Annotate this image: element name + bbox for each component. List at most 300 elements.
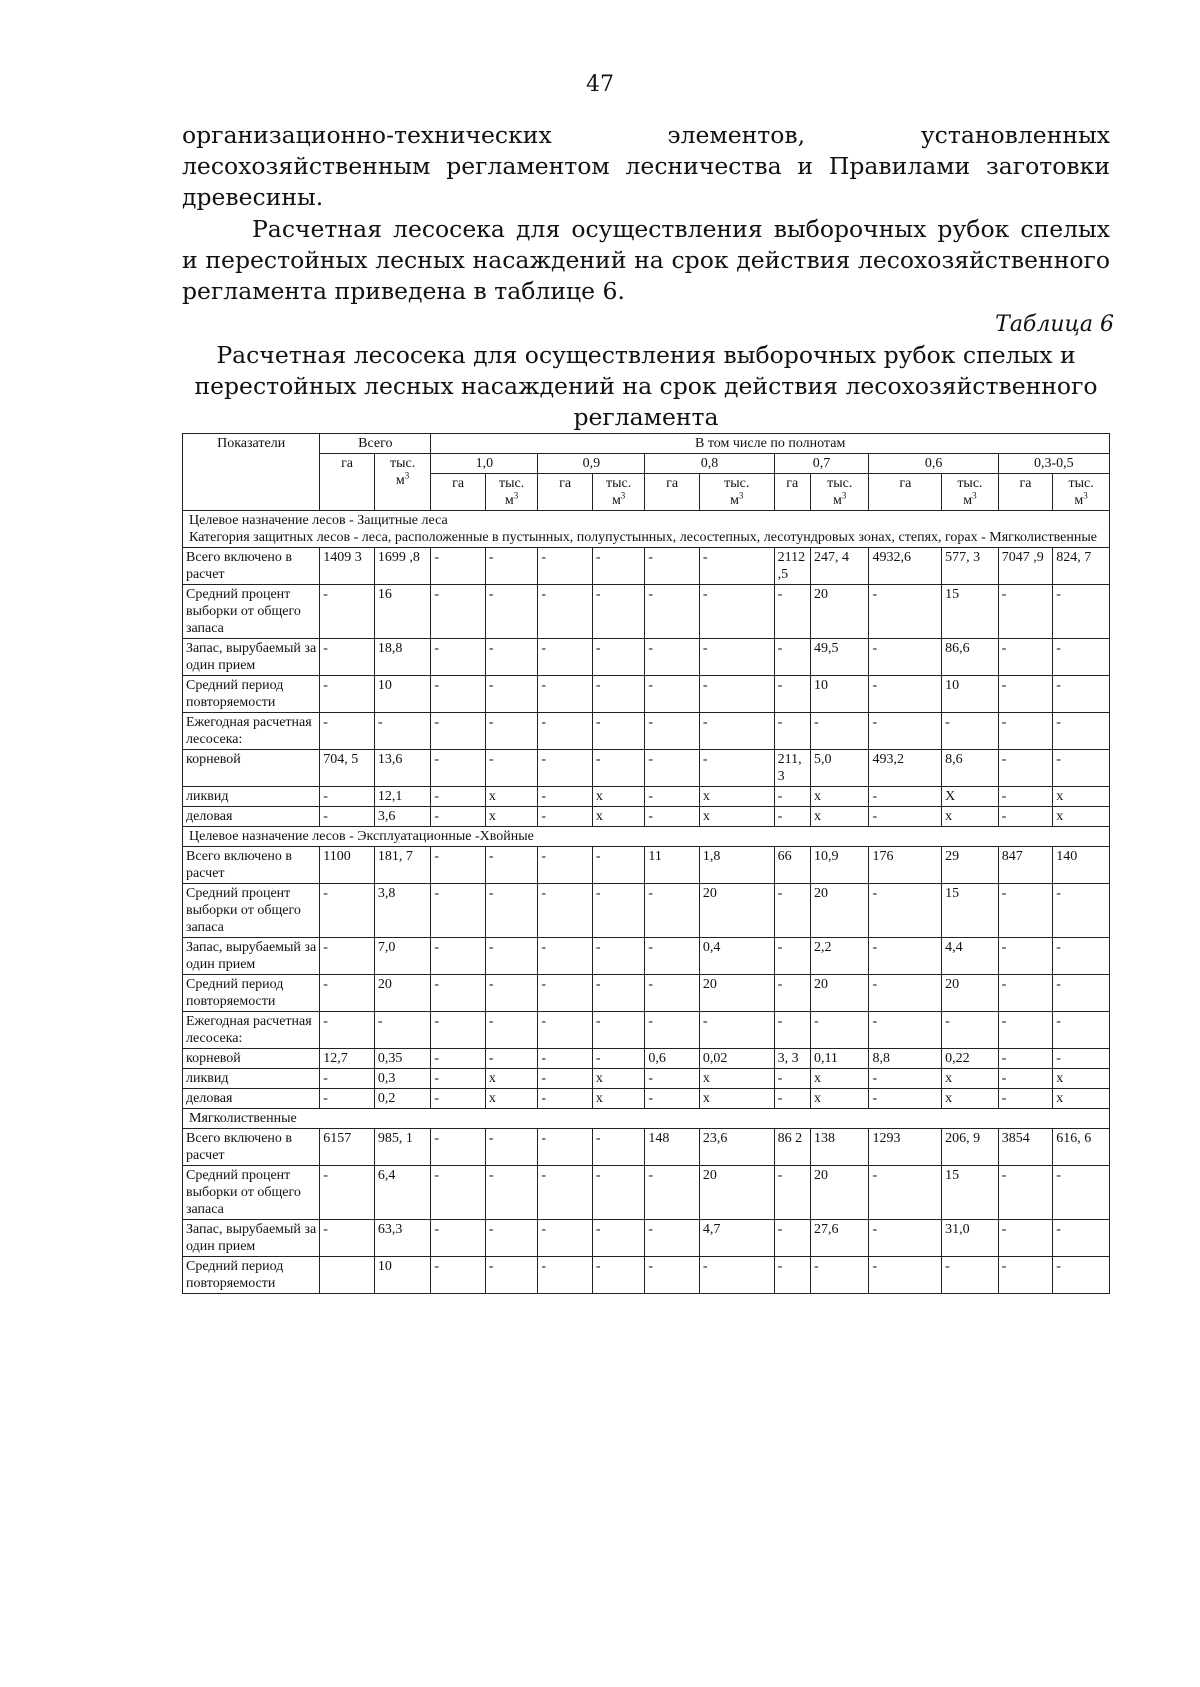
- table-cell: 20: [699, 884, 774, 938]
- table-cell: -: [1053, 1166, 1110, 1220]
- table-cell: -: [538, 847, 593, 884]
- table-cell: -: [592, 750, 645, 787]
- table-row: [183, 713, 1110, 750]
- table-cell: -: [320, 787, 375, 807]
- table-cell: 5,0: [810, 750, 869, 787]
- table-cell: -: [645, 1220, 700, 1257]
- table-cell: 704, 5: [320, 750, 375, 787]
- table-cell: 616, 6: [1053, 1129, 1110, 1166]
- table-cell: -: [320, 1166, 375, 1220]
- table-cell: -: [592, 847, 645, 884]
- row-label: корневой: [183, 1049, 320, 1069]
- row-label: корневой: [183, 750, 320, 787]
- table-cell: -: [699, 585, 774, 639]
- table-cell: -: [431, 1166, 486, 1220]
- table-cell: -: [320, 676, 375, 713]
- page-number: 47: [586, 72, 614, 97]
- table-cell: 12,7: [320, 1049, 375, 1069]
- table-cell: -: [485, 1220, 538, 1257]
- table-cell: -: [774, 1012, 810, 1049]
- table-cell: x: [810, 787, 869, 807]
- table-cell: -: [1053, 639, 1110, 676]
- table-cell: 10,9: [810, 847, 869, 884]
- table-cell: 63,3: [374, 1220, 431, 1257]
- table-cell: 20: [810, 1166, 869, 1220]
- row-label: Средний процент выборки от общего запаса: [183, 585, 320, 639]
- table-cell: -: [431, 807, 486, 827]
- table-cell: x: [699, 787, 774, 807]
- table-cell: 20: [810, 884, 869, 938]
- table-cell: -: [431, 787, 486, 807]
- table-cell: -: [485, 1257, 538, 1294]
- table-row: [183, 1089, 1110, 1109]
- row-label: Запас, вырубаемый за один прием: [183, 639, 320, 676]
- table-cell: x: [1053, 787, 1110, 807]
- table-cell: -: [998, 676, 1053, 713]
- unit-ha: га: [869, 474, 942, 511]
- header-total-ha: га: [320, 454, 375, 511]
- unit-ha: га: [431, 474, 486, 511]
- table-cell: x: [485, 1069, 538, 1089]
- table-cell: 4,7: [699, 1220, 774, 1257]
- table-cell: -: [320, 639, 375, 676]
- table-cell: 10: [810, 676, 869, 713]
- table-cell: -: [998, 1257, 1053, 1294]
- row-label: Запас, вырубаемый за один прием: [183, 1220, 320, 1257]
- unit-volume: тыс. $м^3$: [810, 474, 869, 511]
- table-cell: x: [485, 787, 538, 807]
- table-cell: 0,22: [942, 1049, 999, 1069]
- table-cell: -: [592, 1257, 645, 1294]
- table-cell: 0,02: [699, 1049, 774, 1069]
- table-cell: -: [645, 1257, 700, 1294]
- table-cell: -: [538, 1166, 593, 1220]
- table-cell: -: [998, 1069, 1053, 1089]
- table-cell: -: [942, 1257, 999, 1294]
- table-cell: -: [431, 1012, 486, 1049]
- unit-volume: тыс. $м^3$: [942, 474, 999, 511]
- table-cell: -: [774, 807, 810, 827]
- table-cell: x: [1053, 1089, 1110, 1109]
- section-heading: Мягколиственные: [183, 1109, 1110, 1129]
- table-cell: 847: [998, 847, 1053, 884]
- table-cell: 10: [942, 676, 999, 713]
- table-cell: -: [485, 1012, 538, 1049]
- table-cell: 0,2: [374, 1089, 431, 1109]
- table-cell: -: [774, 975, 810, 1012]
- table-cell: -: [320, 938, 375, 975]
- table-cell: -: [869, 1069, 942, 1089]
- table-cell: -: [320, 585, 375, 639]
- table-cell: -: [774, 676, 810, 713]
- table-cell: -: [774, 1089, 810, 1109]
- table-cell: -: [485, 548, 538, 585]
- unit-ha: га: [538, 474, 593, 511]
- table-cell: 2112 ,5: [774, 548, 810, 585]
- table-cell: -: [538, 938, 593, 975]
- table-cell: -: [1053, 884, 1110, 938]
- row-label: Средний процент выборки от общего запаса: [183, 884, 320, 938]
- table-cell: 20: [699, 975, 774, 1012]
- table-cell: -: [431, 847, 486, 884]
- table-cell: 15: [942, 884, 999, 938]
- table-cell: -: [431, 713, 486, 750]
- paragraph-2: Расчетная лесосека для осуществления выборочных рубок спелых и перестойных лесных насаждений на срок действия лесохозяйственного регламента приведена в таблице 6.: [182, 215, 1110, 305]
- table-cell: -: [538, 750, 593, 787]
- table-cell: 13,6: [374, 750, 431, 787]
- table-cell: -: [592, 975, 645, 1012]
- table-cell: -: [645, 787, 700, 807]
- table-cell: -: [592, 1129, 645, 1166]
- table-cell: -: [485, 975, 538, 1012]
- table-cell: -: [592, 639, 645, 676]
- table-row: [183, 1069, 1110, 1089]
- table-cell: -: [774, 1257, 810, 1294]
- table-cell: -: [998, 713, 1053, 750]
- table-cell: -: [374, 713, 431, 750]
- forest-cut-table: [182, 433, 1110, 1294]
- table-cell: x: [942, 1069, 999, 1089]
- row-label: Ежегодная расчетная лесосека:: [183, 1012, 320, 1049]
- row-label: деловая: [183, 807, 320, 827]
- header-density-4: 0,7: [774, 454, 869, 474]
- table-cell: -: [538, 1069, 593, 1089]
- header-by-density: В том числе по полнотам: [431, 434, 1110, 454]
- table-cell: -: [538, 787, 593, 807]
- table-cell: -: [869, 639, 942, 676]
- table-cell: -: [774, 1220, 810, 1257]
- table-cell: -: [320, 1012, 375, 1049]
- row-label: ликвид: [183, 1069, 320, 1089]
- table-cell: -: [645, 1166, 700, 1220]
- table-cell: 49,5: [810, 639, 869, 676]
- table-cell: -: [1053, 938, 1110, 975]
- table-cell: -: [485, 1049, 538, 1069]
- table-cell: -: [431, 938, 486, 975]
- table-cell: -: [645, 713, 700, 750]
- unit-ha: га: [645, 474, 700, 511]
- table-cell: x: [810, 1089, 869, 1109]
- unit-volume: тыс. $м^3$: [485, 474, 538, 511]
- table-row: [183, 1257, 1110, 1294]
- table-cell: -: [699, 1012, 774, 1049]
- table-cell: 3, 3: [774, 1049, 810, 1069]
- table-cell: 4932,6: [869, 548, 942, 585]
- table-cell: 0,6: [645, 1049, 700, 1069]
- table-cell: -: [538, 975, 593, 1012]
- table-cell: 10: [374, 676, 431, 713]
- table-cell: -: [869, 1166, 942, 1220]
- table-row: [183, 750, 1110, 787]
- table-cell: -: [431, 1257, 486, 1294]
- table-cell: 66: [774, 847, 810, 884]
- table-cell: -: [645, 884, 700, 938]
- table-cell: -: [645, 639, 700, 676]
- table-cell: 11: [645, 847, 700, 884]
- table-cell: x: [592, 1069, 645, 1089]
- table-cell: 176: [869, 847, 942, 884]
- table-cell: x: [810, 807, 869, 827]
- table-cell: -: [431, 1220, 486, 1257]
- table-cell: -: [431, 1129, 486, 1166]
- table-cell: -: [431, 1069, 486, 1089]
- table-cell: 206, 9: [942, 1129, 999, 1166]
- table-cell: 148: [645, 1129, 700, 1166]
- row-label: Средний период повторяемости: [183, 1257, 320, 1294]
- row-label: Средний процент выборки от общего запаса: [183, 1166, 320, 1220]
- table-cell: -: [1053, 1257, 1110, 1294]
- table-cell: -: [774, 585, 810, 639]
- table-cell: -: [645, 585, 700, 639]
- table-cell: x: [699, 1069, 774, 1089]
- table-cell: -: [538, 639, 593, 676]
- table-cell: -: [998, 787, 1053, 807]
- table-cell: -: [538, 1220, 593, 1257]
- table-row: [183, 975, 1110, 1012]
- table-cell: -: [592, 713, 645, 750]
- table-cell: 86,6: [942, 639, 999, 676]
- table-cell: 16: [374, 585, 431, 639]
- table-cell: -: [431, 1049, 486, 1069]
- table-cell: -: [592, 938, 645, 975]
- table-cell: x: [942, 1089, 999, 1109]
- table-cell: -: [645, 938, 700, 975]
- table-cell: -: [774, 938, 810, 975]
- section-heading: Целевое назначение лесов - Эксплуатационные -Хвойные: [183, 827, 1110, 847]
- table-cell: -: [869, 1220, 942, 1257]
- table-cell: -: [431, 750, 486, 787]
- row-label: Средний период повторяемости: [183, 975, 320, 1012]
- table-cell: x: [1053, 1069, 1110, 1089]
- table-cell: -: [320, 1220, 375, 1257]
- table-cell: -: [1053, 1049, 1110, 1069]
- table-cell: 15: [942, 585, 999, 639]
- table-cell: -: [869, 787, 942, 807]
- table-cell: 20: [699, 1166, 774, 1220]
- table-cell: -: [592, 884, 645, 938]
- table-cell: -: [320, 1089, 375, 1109]
- table-caption: Таблица 6: [995, 312, 1114, 337]
- table-cell: -: [431, 975, 486, 1012]
- table-cell: -: [320, 975, 375, 1012]
- table-cell: 12,1: [374, 787, 431, 807]
- table-cell: -: [998, 1089, 1053, 1109]
- table-cell: -: [538, 585, 593, 639]
- row-label: ликвид: [183, 787, 320, 807]
- table-cell: -: [592, 1012, 645, 1049]
- table-cell: -: [699, 1257, 774, 1294]
- table-cell: -: [645, 1089, 700, 1109]
- table-cell: 247, 4: [810, 548, 869, 585]
- table-cell: x: [699, 1089, 774, 1109]
- table-row: [183, 884, 1110, 938]
- table-cell: x: [592, 1089, 645, 1109]
- table-cell: -: [1053, 585, 1110, 639]
- unit-volume: тыс. $м^3$: [592, 474, 645, 511]
- table-cell: -: [810, 1012, 869, 1049]
- unit-ha: га: [774, 474, 810, 511]
- section-subheading: Категория защитных лесов - леса, расположенные в пустынных, полупустынных, лесостепных, лесотундровых зонах, степях, горах - Мягколиственные: [189, 530, 1097, 545]
- table-cell: -: [485, 750, 538, 787]
- header-density-3: 0,8: [645, 454, 774, 474]
- table-cell: -: [645, 548, 700, 585]
- table-cell: 20: [810, 975, 869, 1012]
- table-row: [183, 938, 1110, 975]
- table-cell: -: [320, 713, 375, 750]
- table-cell: 23,6: [699, 1129, 774, 1166]
- table-cell: -: [645, 1012, 700, 1049]
- table-cell: -: [538, 1049, 593, 1069]
- header-indicators: Показатели: [183, 434, 320, 511]
- table-cell: -: [998, 807, 1053, 827]
- table-cell: -: [1053, 713, 1110, 750]
- table-cell: -: [699, 750, 774, 787]
- table-cell: -: [538, 884, 593, 938]
- table-cell: 15: [942, 1166, 999, 1220]
- table-row: [183, 787, 1110, 807]
- table-cell: -: [998, 585, 1053, 639]
- table-cell: 0,4: [699, 938, 774, 975]
- table-cell: X: [942, 787, 999, 807]
- table-cell: x: [485, 807, 538, 827]
- table-cell: -: [592, 1166, 645, 1220]
- section-heading: Целевое назначение лесов - Защитные леса Категория защитных лесов - леса, расположенные в пустынных, полупустынных, лесостепных, лесотундровых зонах, степях, горах - Мягколиственные: [183, 511, 1110, 548]
- table-cell: -: [538, 548, 593, 585]
- table-cell: 8,6: [942, 750, 999, 787]
- row-label: Всего включено в расчет: [183, 847, 320, 884]
- table-cell: -: [592, 585, 645, 639]
- table-cell: -: [538, 1012, 593, 1049]
- table-cell: -: [869, 713, 942, 750]
- table-cell: -: [645, 807, 700, 827]
- table-title: Расчетная лесосека для осуществления выборочных рубок спелых и перестойных лесных насаждений на срок действия лесохозяйственного регламента: [194, 341, 1098, 431]
- table-cell: 20: [942, 975, 999, 1012]
- table-cell: -: [431, 639, 486, 676]
- table-row: [183, 639, 1110, 676]
- table-cell: -: [538, 1089, 593, 1109]
- table-cell: -: [774, 884, 810, 938]
- row-label: Всего включено в расчет: [183, 1129, 320, 1166]
- table-cell: -: [869, 807, 942, 827]
- table-cell: 8,8: [869, 1049, 942, 1069]
- table-cell: x: [592, 807, 645, 827]
- table-cell: 1,8: [699, 847, 774, 884]
- table-cell: -: [998, 975, 1053, 1012]
- table-cell: -: [645, 676, 700, 713]
- table-cell: 29: [942, 847, 999, 884]
- table-cell: 7047 ,9: [998, 548, 1053, 585]
- table-cell: 6,4: [374, 1166, 431, 1220]
- unit-ha: га: [998, 474, 1053, 511]
- header-density-2: 0,9: [538, 454, 645, 474]
- table-cell: -: [485, 639, 538, 676]
- table-cell: -: [942, 713, 999, 750]
- table-cell: -: [320, 807, 375, 827]
- table-row: [183, 1220, 1110, 1257]
- table-cell: -: [998, 884, 1053, 938]
- header-total-volume: тыс. $м^3$: [374, 454, 431, 511]
- table-cell: x: [485, 1089, 538, 1109]
- table-cell: -: [320, 1069, 375, 1089]
- table-cell: 27,6: [810, 1220, 869, 1257]
- table-cell: -: [869, 975, 942, 1012]
- table-cell: -: [774, 1166, 810, 1220]
- table-cell: 577, 3: [942, 548, 999, 585]
- table-cell: 1100: [320, 847, 375, 884]
- table-row: [183, 548, 1110, 585]
- table-cell: 493,2: [869, 750, 942, 787]
- table-cell: -: [485, 884, 538, 938]
- table-row: [183, 847, 1110, 884]
- table-cell: x: [810, 1069, 869, 1089]
- table-cell: -: [538, 713, 593, 750]
- table-cell: 86 2: [774, 1129, 810, 1166]
- table-cell: 985, 1: [374, 1129, 431, 1166]
- row-label: Запас, вырубаемый за один прием: [183, 938, 320, 975]
- table-row: [183, 807, 1110, 827]
- table-cell: 138: [810, 1129, 869, 1166]
- table-cell: -: [1053, 750, 1110, 787]
- table-cell: -: [998, 938, 1053, 975]
- table-cell: -: [869, 585, 942, 639]
- header-total: Всего: [320, 434, 431, 454]
- header-density-6: 0,3-0,5: [998, 454, 1109, 474]
- table-cell: 1293: [869, 1129, 942, 1166]
- table-cell: x: [592, 787, 645, 807]
- table-cell: -: [485, 1166, 538, 1220]
- table-cell: -: [1053, 676, 1110, 713]
- paragraph-1: организационно-технических элементов, установленных лесохозяйственным регламентом лесничества и Правилами заготовки древесины.: [182, 121, 1110, 211]
- table-cell: [320, 1257, 375, 1294]
- table-cell: -: [485, 713, 538, 750]
- table-row: [183, 585, 1110, 639]
- table-cell: 181, 7: [374, 847, 431, 884]
- table-cell: -: [431, 676, 486, 713]
- table-cell: 0,11: [810, 1049, 869, 1069]
- table-cell: -: [592, 548, 645, 585]
- unit-volume: тыс. $м^3$: [1053, 474, 1110, 511]
- table-cell: 6157: [320, 1129, 375, 1166]
- table-cell: 140: [1053, 847, 1110, 884]
- table-cell: -: [998, 639, 1053, 676]
- table-cell: 18,8: [374, 639, 431, 676]
- table-cell: -: [485, 585, 538, 639]
- table-row: [183, 1129, 1110, 1166]
- table-cell: -: [699, 713, 774, 750]
- table-cell: -: [699, 676, 774, 713]
- table-cell: -: [538, 1257, 593, 1294]
- table-cell: 31,0: [942, 1220, 999, 1257]
- table-cell: 20: [374, 975, 431, 1012]
- table-cell: -: [998, 1220, 1053, 1257]
- table-row: [183, 1049, 1110, 1069]
- table-cell: -: [774, 713, 810, 750]
- table-cell: 824, 7: [1053, 548, 1110, 585]
- table-cell: -: [998, 1049, 1053, 1069]
- table-cell: -: [774, 639, 810, 676]
- table-cell: 211, 3: [774, 750, 810, 787]
- table-row: [183, 1166, 1110, 1220]
- unit-volume: тыс. $м^3$: [699, 474, 774, 511]
- table-cell: -: [592, 1049, 645, 1069]
- table-cell: 4,4: [942, 938, 999, 975]
- table-cell: -: [431, 884, 486, 938]
- table-cell: -: [1053, 1012, 1110, 1049]
- table-cell: 0,35: [374, 1049, 431, 1069]
- table-row: [183, 1012, 1110, 1049]
- table-cell: -: [942, 1012, 999, 1049]
- table-cell: -: [869, 884, 942, 938]
